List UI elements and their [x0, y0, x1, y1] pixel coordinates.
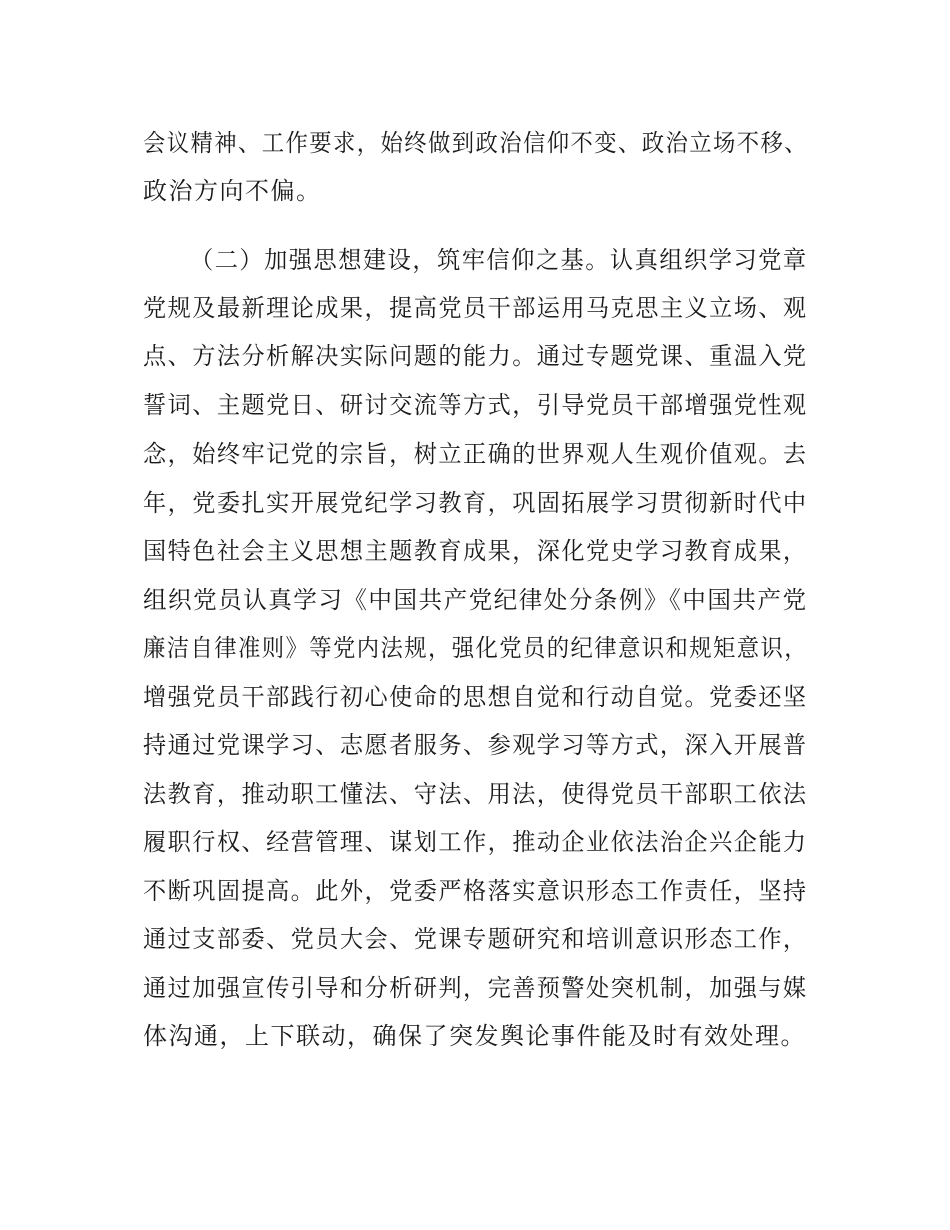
text-line: 持通过党课学习、志愿者服务、参观学习等方式，深入开展普: [143, 731, 808, 759]
text-line: 政治方向不偏。: [143, 177, 322, 205]
text-line: 通过加强宣传引导和分析研判，完善预警处突机制，加强与媒: [143, 974, 808, 1002]
text-line: 体沟通，上下联动，确保了突发舆论事件能及时有效处理。: [143, 1022, 806, 1050]
text-line: 廉洁自律准则》等党内法规，强化党员的纪律意识和规矩意识，: [143, 634, 809, 662]
text-line: 法教育，推动职工懂法、守法、用法，使得党员干部职工依法: [143, 780, 808, 808]
text-line: 念，始终牢记党的宗旨，树立正确的世界观人生观价值观。去: [143, 440, 808, 468]
text-line: 年，党委扎实开展党纪学习教育，巩固拓展学习贯彻新时代中: [143, 489, 808, 517]
text-line: 党规及最新理论成果，提高党员干部运用马克思主义立场、观: [143, 294, 808, 322]
section-heading-line: （二）加强思想建设，筑牢信仰之基。认真组织学习党章: [190, 246, 808, 274]
text-line: 通过支部委、党员大会、党课专题研究和培训意识形态工作，: [143, 925, 808, 953]
text-line: 组织党员认真学习《中国共产党纪律处分条例》《中国共产党: [143, 586, 808, 614]
text-line: 不断巩固提高。此外，党委严格落实意识形态工作责任，坚持: [143, 877, 808, 905]
text-line: 誓词、主题党日、研讨交流等方式，引导党员干部增强党性观: [143, 391, 808, 419]
text-line: 会议精神、工作要求，始终做到政治信仰不变、政治立场不移、: [143, 129, 809, 157]
text-line: 增强党员干部践行初心使命的思想自觉和行动自觉。党委还坚: [143, 683, 808, 711]
text-line: 点、方法分析解决实际问题的能力。通过专题党课、重温入党: [143, 342, 808, 370]
text-line: 国特色社会主义思想主题教育成果，深化党史学习教育成果，: [143, 537, 808, 565]
text-line: 履职行权、经营管理、谋划工作，推动企业依法治企兴企能力: [143, 828, 808, 856]
